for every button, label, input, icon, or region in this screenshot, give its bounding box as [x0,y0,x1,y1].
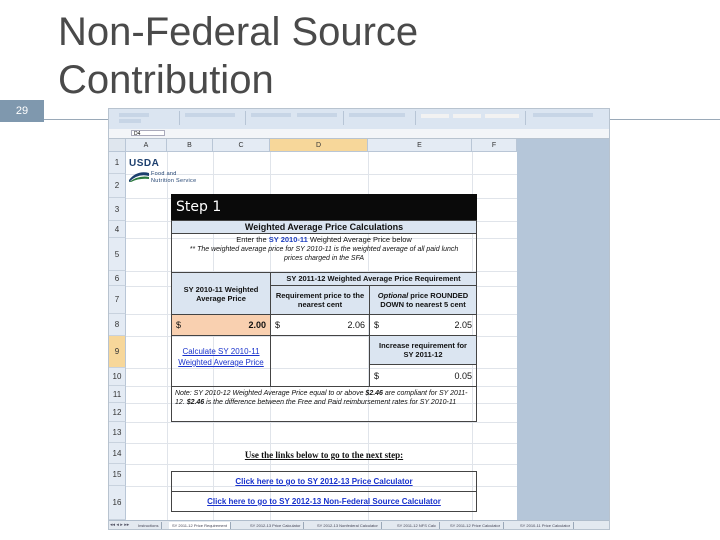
increase-header: Increase requirement for SY 2011-12 [369,335,477,365]
row-header-16[interactable]: 16 [109,486,126,520]
ribbon-styles-group[interactable] [417,111,526,125]
next-step-label: Use the links below to go to the next step: [244,450,404,460]
row-header-11[interactable]: 11 [109,386,126,403]
step-banner: Step 1 [171,194,477,220]
compliance-note: Note: SY 2010-12 Weighted Average Price equal to or above $2.46 are compliant for SY 2011-12. $2.46 is the difference between the Free and Paid reimbursement rates for SY 2010-11 [171,386,477,422]
req-price-cell: $ 2.06 [270,314,370,336]
excel-ribbon [109,109,610,130]
row-header-10[interactable]: 10 [109,368,126,386]
calculate-wap-link[interactable]: Calculate SY 2010-11 Weighted Average Price [178,347,264,367]
ribbon-alignment-group[interactable] [247,111,344,125]
row-header-14[interactable]: 14 [109,443,126,464]
wap-2010-input[interactable]: $ 2.00 [171,314,271,336]
tab-price-calculator-2010[interactable]: SY 2010-11 Price Calculator [517,522,574,530]
ribbon-clipboard-group[interactable] [111,111,180,125]
link-cell-1 [171,471,477,492]
nearest-cent-header: Requirement price to the nearest cent [270,285,370,315]
row-header-1[interactable]: 1 [109,152,126,174]
usda-fns-logo [129,158,219,186]
row-header-8[interactable]: 8 [109,314,126,336]
tab-nfs-calc-2011[interactable]: SY 2011-12 NFS Calc [394,522,440,530]
price-calculator-link[interactable]: Click here to go to SY 2012-13 Price Calculator [235,477,413,486]
tab-instructions[interactable]: Instructions [135,522,162,530]
column-header-e[interactable]: E [368,139,472,152]
empty-cell [270,335,370,387]
tab-nav-arrows-icon[interactable]: ◂◂ ◂ ▸ ▸▸ [110,522,130,528]
row-header-15[interactable]: 15 [109,464,126,486]
requirement-header: SY 2011-12 Weighted Average Price Requirement [270,272,477,286]
fns-logo-text: Food and Nutrition Service [151,171,197,184]
row-header-4[interactable]: 4 [109,221,126,238]
tab-price-requirement[interactable]: SY 2011-12 Price Requirement [169,522,231,530]
ribbon-font-group[interactable] [181,111,246,125]
column-header-c[interactable]: C [213,139,270,152]
row-header-6[interactable]: 6 [109,271,126,286]
column-header-a[interactable]: A [126,139,167,152]
column-header-d[interactable]: D [270,139,368,152]
wap-2010-header: SY 2010-11 Weighted Average Price [171,272,271,315]
slide-number: 29 [0,100,44,122]
link-cell-2 [171,491,477,512]
ribbon-cells-group[interactable] [527,111,607,125]
sheet-background [517,139,610,520]
row-header-9[interactable]: 9 [109,336,126,368]
calc-heading: Weighted Average Price Calculations [171,220,477,234]
row-header-7[interactable]: 7 [109,286,126,314]
calc-link-cell [171,335,271,387]
row-header-12[interactable]: 12 [109,403,126,422]
nfs-calculator-link[interactable]: Click here to go to SY 2012-13 Non-Federal Source Calculator [207,497,441,506]
tab-price-calculator-2012[interactable]: SY 2012-13 Price Calculator [247,522,304,530]
worksheet-grid[interactable] [126,152,517,520]
row-header-3[interactable]: 3 [109,198,126,221]
tab-price-calculator-2011[interactable]: SY 2011-12 Price Calculator [447,522,504,530]
column-header-b[interactable]: B [167,139,213,152]
increase-value-cell: $ 0.05 [369,364,477,387]
row-header-2[interactable]: 2 [109,174,126,198]
row-header-5[interactable]: 5 [109,238,126,271]
slide-title: Non-Federal Source Contribution [58,10,419,102]
usda-swoosh-icon [129,170,149,182]
formula-bar [109,129,610,139]
sheet-tab-bar [109,520,610,530]
column-header-f[interactable]: F [472,139,517,152]
enter-instructions: Enter the SY 2010-11 Weighted Average Price below ** The weighted average price for SY 2010-11 is the weighted average of all paid lunch prices charged in the SFA [171,233,477,273]
rounded-price-cell: $ 2.05 [369,314,477,336]
usda-logo-text: USDA [129,158,160,169]
excel-screenshot [108,108,610,530]
select-all-corner[interactable] [109,139,126,152]
tab-nonfederal-calculator-2012[interactable]: SY 2012-13 Nonfederal Calculator [314,522,382,530]
ribbon-number-group[interactable] [345,111,416,125]
row-header-13[interactable]: 13 [109,422,126,443]
name-box[interactable]: D4 [131,130,165,136]
rounded-header: Optional price ROUNDED DOWN to nearest 5 cent [369,285,477,315]
